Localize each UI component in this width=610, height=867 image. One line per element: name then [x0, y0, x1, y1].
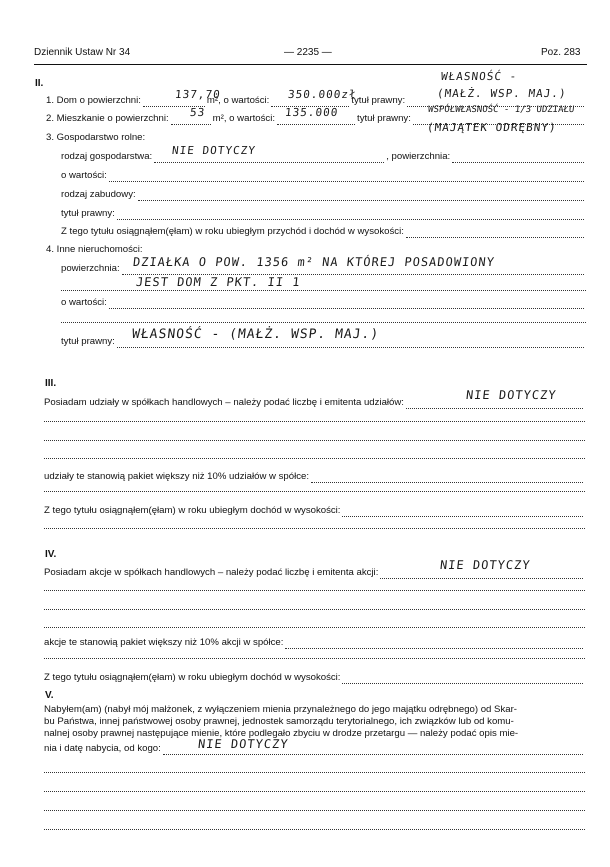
inne-wart-row — [61, 297, 586, 309]
nabycie-text-1: Nabyłem(am) (nabył mój małżonek, z wyłączeniem mienia przynależnego do jego majątku odrębnego) od Skar- — [44, 704, 517, 715]
section-iii-heading: III. — [45, 378, 57, 389]
mieszkanie-title-label: tytuł prawny: — [357, 113, 411, 124]
udzialy-value: NIE DOTYCZY — [465, 388, 558, 402]
udzialy-line-3[interactable] — [44, 440, 585, 441]
udzialy-pakiet-label: udziały te stanowią pakiet większy niż 10% udziałów w spółce: — [44, 471, 310, 482]
nabycie-row — [44, 743, 585, 755]
inne-pow-line-2[interactable] — [61, 290, 586, 291]
mieszkanie-title-value-2: (MAJĄTEK ODRĘBNY) — [426, 121, 558, 134]
udzialy-pakiet-line-2[interactable] — [44, 491, 585, 492]
powierzchnia-field[interactable] — [452, 153, 584, 163]
akcje-pakiet-field[interactable] — [285, 639, 583, 649]
przychod-row — [61, 226, 586, 238]
position-number: Poz. 283 — [541, 47, 581, 58]
udzialy-line-2[interactable] — [44, 421, 585, 422]
akcje-pakiet-line-2[interactable] — [44, 658, 585, 659]
inne-tytul-label: tytuł prawny: — [61, 336, 115, 347]
inne-wart-field[interactable] — [109, 299, 584, 309]
nabycie-line-5[interactable] — [44, 829, 585, 830]
udzialy-line-4[interactable] — [44, 458, 585, 459]
dom-value: 350.000zł — [287, 88, 358, 101]
header-rule — [34, 64, 587, 65]
akcje-line-3[interactable] — [44, 609, 585, 610]
wartosci-field[interactable] — [109, 172, 584, 182]
rodzaj-label: rodzaj gospodarstwa: — [61, 151, 153, 162]
akcje-dochod-row — [44, 672, 585, 684]
tytul-field[interactable] — [117, 210, 584, 220]
przychod-field[interactable] — [406, 228, 584, 238]
zabudowy-field[interactable] — [138, 191, 584, 201]
inne-row — [46, 244, 143, 256]
akcje-value: NIE DOTYCZY — [439, 558, 532, 572]
tytul-label: tytuł prawny: — [61, 208, 115, 219]
nabycie-text-3: nalnej osoby prawnej następujące mienie, które podlegało zbyciu w drodze przetargu — należy podać opis mie- — [44, 728, 519, 739]
udzialy-pakiet-row — [44, 471, 585, 483]
powierzchnia-label: , powierzchnia: — [386, 151, 451, 162]
inne-tytul-value: WŁASNOŚĆ - (MAŁŻ. WSP. MAJ.) — [131, 327, 380, 342]
rodzaj-value: NIE DOTYCZY — [171, 144, 257, 157]
udzialy-dochod-line-2[interactable] — [44, 528, 585, 529]
akcje-dochod-field[interactable] — [342, 674, 583, 684]
dom-title-value: (MAŁŻ. WSP. MAJ.) — [436, 87, 568, 100]
nabycie-label: nia i datę nabycia, od kogo: — [44, 743, 161, 754]
inne-wart-line-2[interactable] — [61, 322, 586, 323]
journal-name: Dziennik Ustaw Nr 34 — [34, 47, 131, 58]
akcje-pakiet-label: akcje te stanowią pakiet większy niż 10% akcji w spółce: — [44, 637, 284, 648]
mieszkanie-value: 135.000 — [284, 106, 340, 119]
nabycie-line-4[interactable] — [44, 810, 585, 811]
dom-title-top: WŁASNOŚĆ - — [440, 70, 518, 83]
gospodarstwo-row — [46, 132, 145, 144]
udzialy-dochod-row — [44, 505, 585, 517]
akcje-line-2[interactable] — [44, 590, 585, 591]
udzialy-dochod-field[interactable] — [342, 507, 583, 517]
udzialy-pakiet-field[interactable] — [311, 473, 583, 483]
inne-pow-label: powierzchnia: — [61, 263, 120, 274]
nabycie-value: NIE DOTYCZY — [197, 737, 290, 751]
wartosci-row — [61, 170, 586, 182]
wartosci-label: o wartości: — [61, 170, 107, 181]
mieszkanie-label: 2. Mieszkanie o powierzchni: — [46, 113, 169, 124]
inne-pow-value-2: JEST DOM Z PKT. II 1 — [135, 275, 302, 289]
dom-title-label: tytuł prawny: — [351, 95, 406, 106]
section-iv-heading: IV. — [45, 549, 57, 560]
gospodarstwo-label: 3. Gospodarstwo rolne: — [46, 132, 146, 143]
przychod-label: Z tego tytułu osiągnąłem(ęłam) w roku ubiegłym przychód i dochód w wysokości: — [61, 226, 404, 237]
akcje-pakiet-row — [44, 637, 585, 649]
akcje-dochod-label: Z tego tytułu osiągnąłem(ęłam) w roku ubiegłym dochód w wysokości: — [44, 672, 341, 683]
section-ii-heading: II. — [35, 78, 44, 89]
zabudowy-row — [61, 189, 586, 201]
akcje-label: Posiadam akcje w spółkach handlowych – należy podać liczbę i emitenta akcji: — [44, 567, 379, 578]
akcje-line-4[interactable] — [44, 627, 585, 628]
nabycie-line-3[interactable] — [44, 791, 585, 792]
page-number: — 2235 — — [284, 47, 332, 58]
tytul-row — [61, 208, 586, 220]
mieszkanie-unit: m², o wartości: — [212, 113, 276, 124]
udzialy-label: Posiadam udziały w spółkach handlowych – należy podać liczbę i emitenta udziałów: — [44, 397, 404, 408]
zabudowy-label: rodzaj zabudowy: — [61, 189, 136, 200]
mieszkanie-title-value: WSPÓŁWŁASNOŚĆ - 1/3 UDZIAŁU — [427, 105, 575, 115]
udzialy-dochod-label: Z tego tytułu osiągnąłem(ęłam) w roku ubiegłym dochód w wysokości: — [44, 505, 341, 516]
inne-wart-label: o wartości: — [61, 297, 107, 308]
section-v-heading: V. — [45, 690, 54, 701]
dom-label: 1. Dom o powierzchni: — [46, 95, 141, 106]
nabycie-line-2[interactable] — [44, 772, 585, 773]
mieszkanie-area-value: 53 — [189, 106, 206, 119]
inne-pow-value: DZIAŁKA O POW. 1356 m² NA KTÓREJ POSADOWIONY — [132, 255, 496, 269]
dom-area-value: 137,70 — [174, 88, 222, 101]
inne-label: 4. Inne nieruchomości: — [46, 244, 143, 255]
rodzaj-row — [61, 151, 586, 163]
dom-unit: m², o wartości: — [206, 95, 270, 106]
nabycie-text-2: bu Państwa, innej państwowej osoby prawnej, jednostek samorządu terytorialnego, ich związków lub od komu- — [44, 716, 514, 727]
